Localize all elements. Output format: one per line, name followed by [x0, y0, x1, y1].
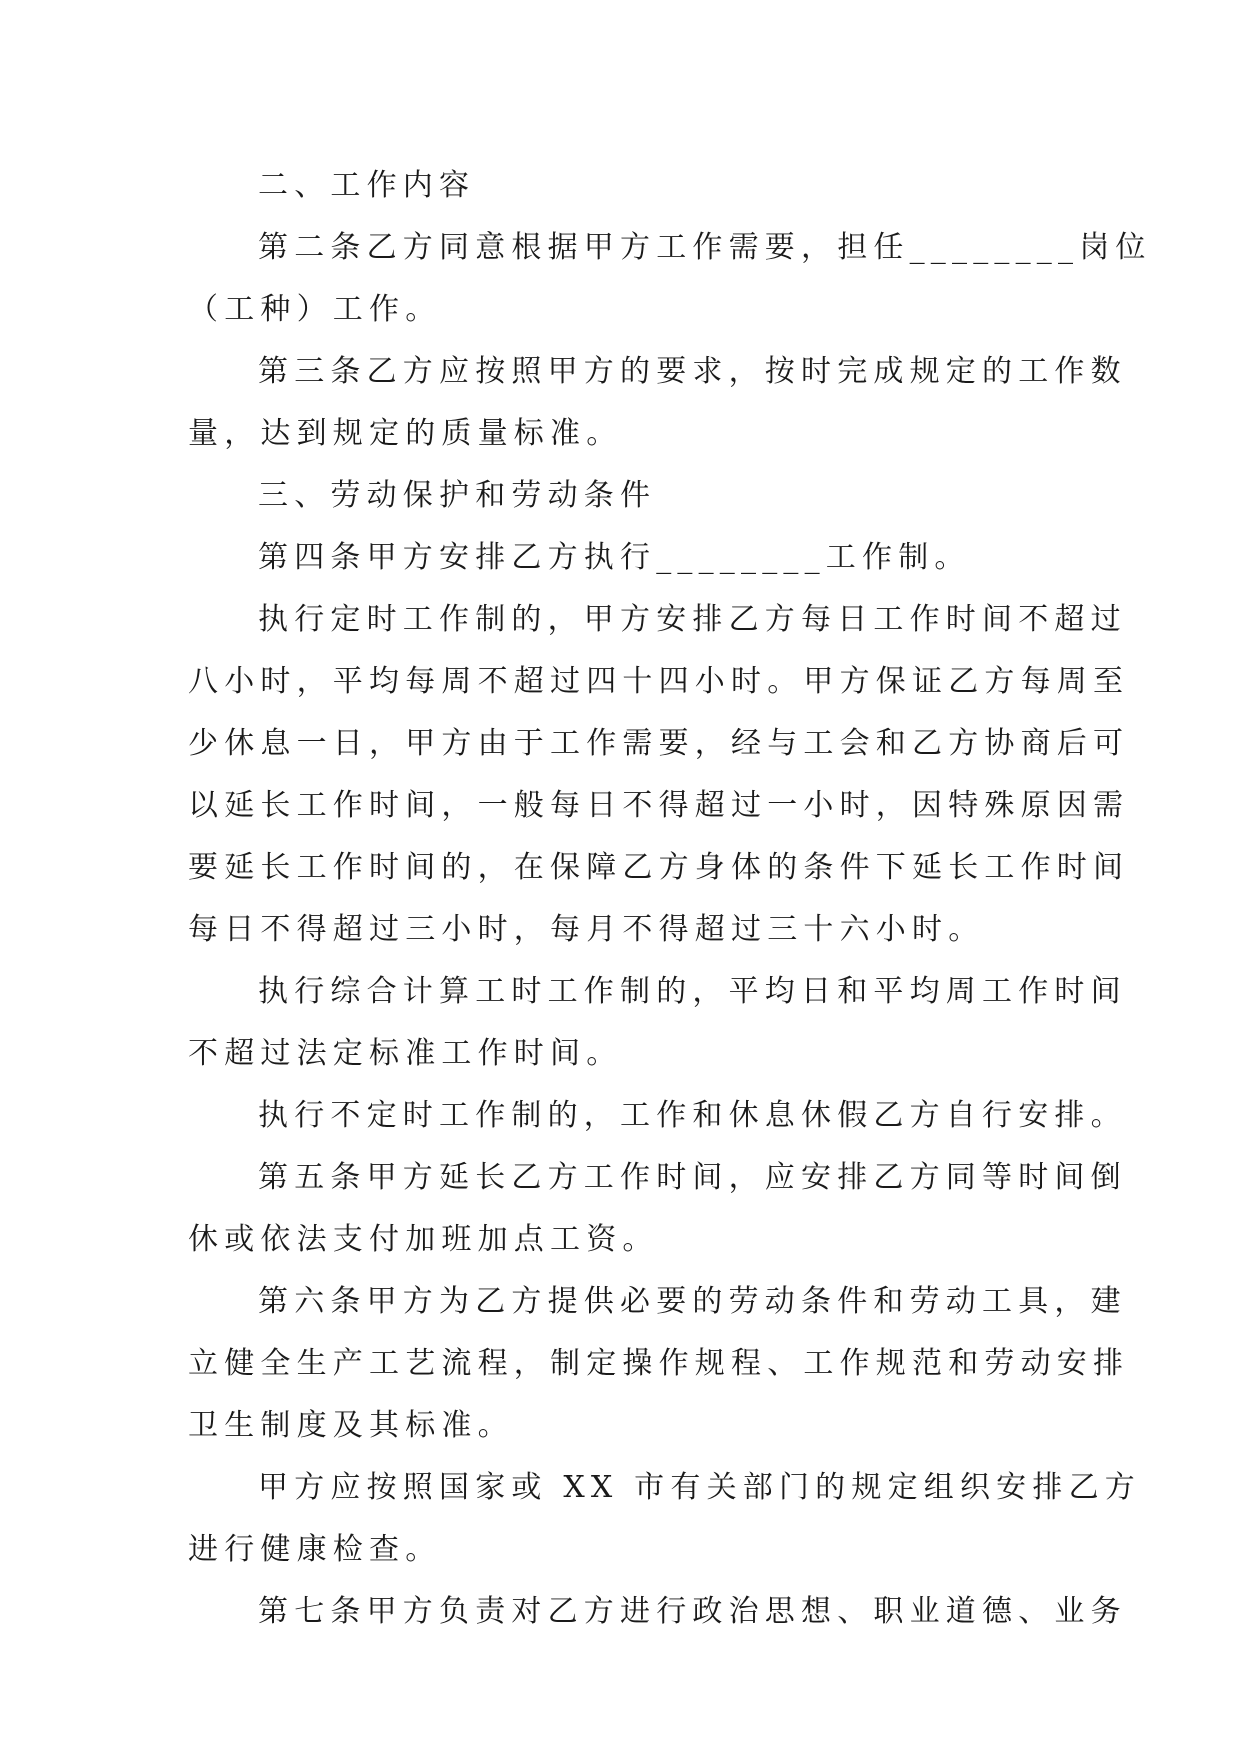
section-heading-labor-protection: 三、劳动保护和劳动条件: [258, 478, 657, 513]
document-body: [188, 155, 1152, 1643]
fixed-hours-para-line-2: 八小时，平均每周不超过四十四小时。甲方保证乙方每周至: [188, 664, 1130, 699]
flexible-hours-para: 执行不定时工作制的，工作和休息休假乙方自行安排。: [258, 1098, 1127, 1133]
article-7-line-1: 第七条甲方负责对乙方进行政治思想、职业道德、业务: [258, 1594, 1127, 1629]
article-5-line-2: 休或依法支付加班加点工资。: [188, 1222, 659, 1257]
health-check-para-line-2: 进行健康检查。: [188, 1532, 442, 1567]
fixed-hours-para-line-6: 每日不得超过三小时，每月不得超过三十六小时。: [188, 912, 985, 947]
fixed-hours-para-line-5: 要延长工作时间的，在保障乙方身体的条件下延长工作时间: [188, 850, 1130, 885]
article-6-line-3: 卫生制度及其标准。: [188, 1408, 514, 1443]
health-check-para-line-1: 甲方应按照国家或 XX 市有关部门的规定组织安排乙方: [258, 1470, 1141, 1505]
article-4-line-1: 第四条甲方安排乙方执行________工作制。: [258, 540, 971, 575]
fixed-hours-para-line-1: 执行定时工作制的，甲方安排乙方每日工作时间不超过: [258, 602, 1127, 637]
article-3-line-1: 第三条乙方应按照甲方的要求，按时完成规定的工作数: [258, 354, 1127, 389]
comprehensive-hours-para-line-1: 执行综合计算工时工作制的，平均日和平均周工作时间: [258, 974, 1127, 1009]
comprehensive-hours-para-line-2: 不超过法定标准工作时间。: [188, 1036, 623, 1071]
article-2-line-1: 第二条乙方同意根据甲方工作需要，担任________岗位: [258, 230, 1152, 265]
article-6-line-2: 立健全生产工艺流程，制定操作规程、工作规范和劳动安排: [188, 1346, 1130, 1381]
fixed-hours-para-line-4: 以延长工作时间，一般每日不得超过一小时，因特殊原因需: [188, 788, 1130, 823]
article-6-line-1: 第六条甲方为乙方提供必要的劳动条件和劳动工具，建: [258, 1284, 1127, 1319]
fixed-hours-para-line-3: 少休息一日，甲方由于工作需要，经与工会和乙方协商后可: [188, 726, 1130, 761]
article-3-line-2: 量，达到规定的质量标准。: [188, 416, 623, 451]
section-heading-work-content: 二、工作内容: [258, 168, 476, 203]
article-2-line-2: （工种）工作。: [188, 292, 442, 327]
article-5-line-1: 第五条甲方延长乙方工作时间，应安排乙方同等时间倒: [258, 1160, 1127, 1195]
